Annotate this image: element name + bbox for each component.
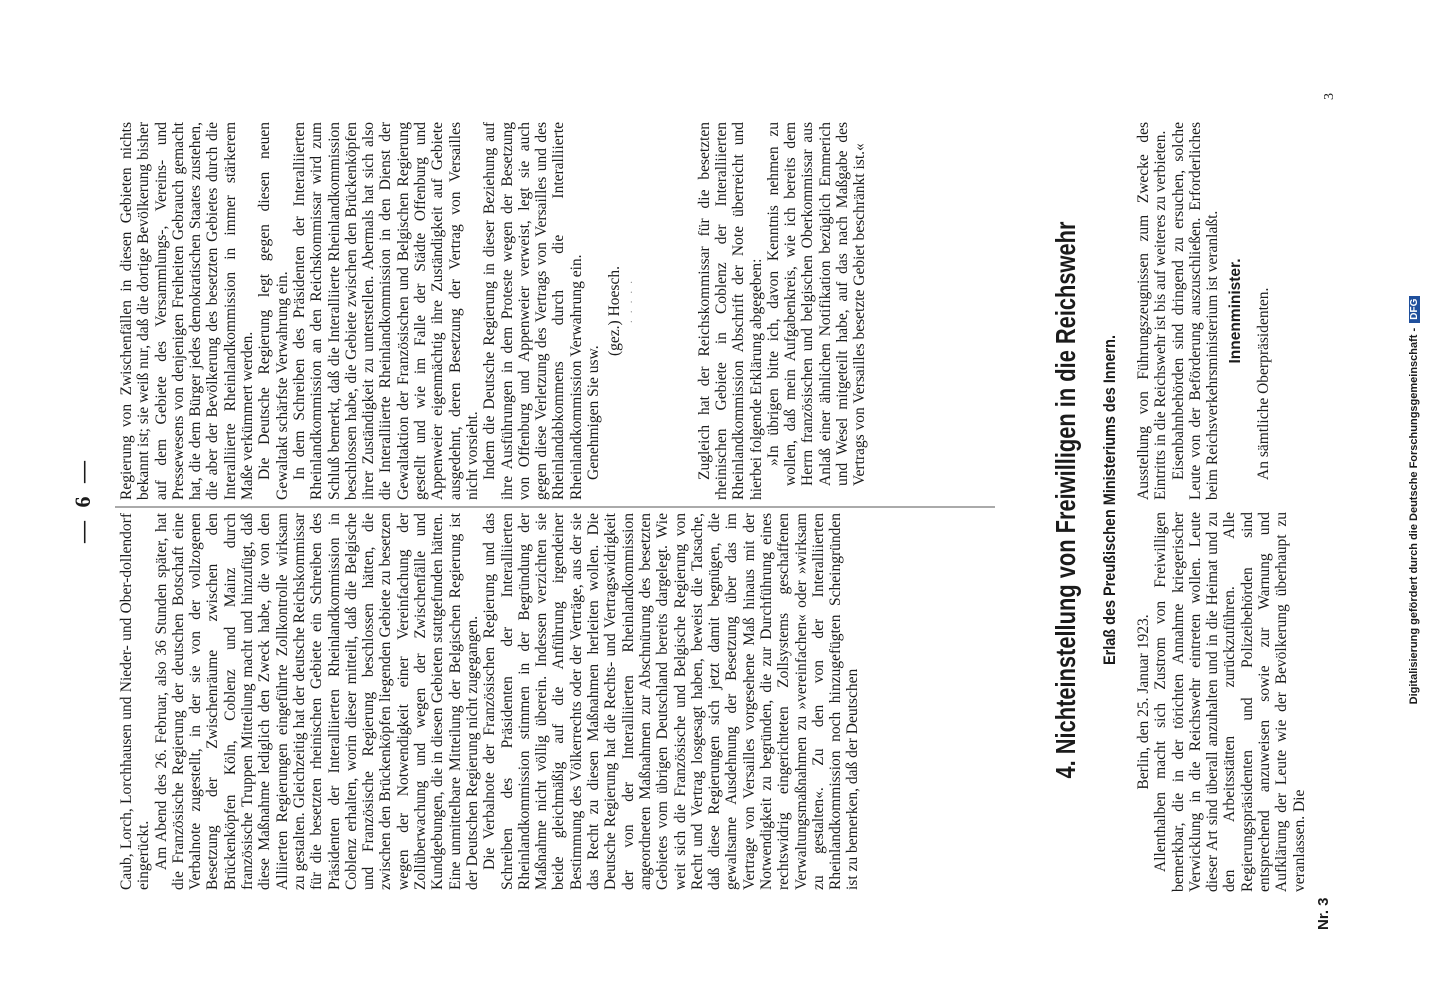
paragraph: Genehmigen Sie usw. <box>585 345 603 480</box>
column-left-bottom <box>1135 512 1308 892</box>
quoted-statement: »In übrigen bitte ich, davon Kenntnis nehmen zu wollen, daß mein Aufgabenkreis, wie ich bereits dem Herrn französischen und belgischen Oberkommissar aus Anlaß einer ähnlichen Notifikation bezüglich Emmerich und Wesel mitgeteilt habe, auf das nach Maßgabe des Vertrags von Versailles besetzte Gebiet beschränkt ist.« <box>764 122 869 486</box>
digitization-credit <box>1408 0 1420 1000</box>
dfg-logo: DFG <box>1409 296 1420 323</box>
addressee: An sämtliche Oberpräsidenten. <box>1254 287 1272 480</box>
paragraph: Die Verbalnote der Französischen Regierung und das Schreiben des Präsidenten der Interalliierten Rheinlandkommission stimmen in der Begründung der Maßnahme nicht völlig überein. Indessen verzichten sie beide gleichmäßig auf die Anführung irgendeiner Bestimmung des Völkerrechts oder der Verträge, aus der sie das Recht zu diesen Maßnahmen herleiten wollen. Die Deutsche Regierung hat die Rechts- und Vertragswidrigkeit der von der Interalliierten Rheinlandkommission angeordneten Maßnahmen zur Abschnürung des besetzten Gebietes vom übrigen Deutschland bereits dargelegt. Wie weit sich die Französische und Belgische Regierung von Recht und Vertrag losgesagt haben, beweist die Tatsache, daß diese Regierungen sich jetzt damit begnügen, die gewaltsame Ausdehnung der Besetzung über das im Vertrage von Versailles vorgesehene Maß hinaus mit der Notwendigkeit zu begründen, die zur Durchführung eines rechtswidrig eingerichteten Zollsystems geschaffenen Verwaltungsmaßnahmen zu »vereinfachen« oder »wirksam zu gestalten«. Zu den von der Interalliierten Rheinlandkommission noch hinzugefügten Scheingründen ist zu bemerken, daß der Deutschen <box>481 513 862 890</box>
column-right-bottom <box>1135 122 1272 500</box>
paragraph: Eisenbahnbehörden sind dringend zu ersuchen, solche Leute von der Beförderung auszuschließen. Erforderliches beim Reichsverkehrsministerium ist veranlaßt. <box>1169 122 1222 500</box>
paragraph: Allenthalben macht sich Zustrom von Freiwilligen bemerkbar, die in der törichten Annahme kriegerischer Verwicklung in die Reichswehr eintreten wollen. Leute dieser Art sind überall anzuhalten und in die Heimat und zu den Arbeitsstätten zurückzuführen. Alle Regierungspräsidenten und Polizeibehörden sind entsprechend anzuweisen sowie zur Warnung und Aufklärung der Leute wie der Bevölkerung überhaupt zu veranlassen. Die <box>1152 512 1308 892</box>
signature: (gez.) Hoesch. <box>606 266 624 356</box>
paragraph: Am Abend des 26. Februar, also 36 Stunden später, hat die Französische Regierung der deutschen Botschaft eine Verbalnote zugestellt, in der sie von der vollzogenen Besetzung der Zwischenräume zwischen den Brückenköpfen Köln, Coblenz und Mainz durch französische Truppen Mitteilung macht und hinzufügt, daß diese Maßnahme lediglich den Zweck habe, die von den Alliierten Regierungen eingeführte Zollkontrolle wirksam zu gestalten. Gleichzeitig hat der deutsche Reichskommissar für die besetzten rheinischen Gebiete ein Schreiben des Präsidenten der Interalliierten Rheinlandkommission in Coblenz erhalten, worin dieser mitteilt, daß die Belgische und Französische Regierung beschlossen hätten, die zwischen den Brückenköpfen liegenden Gebiete zu besetzen wegen der Notwendigkeit einer Vereinfachung der Zollüberwachung und wegen der Zwischenfälle und Kundgebungen, die in diesen Gebieten stattgefunden hätten. Eine unmittelbare Mitteilung der Belgischen Regierung ist der Deutschen Regierung nicht zugegangen. <box>152 513 481 890</box>
page-number: — 6 — <box>70 457 95 543</box>
section-heading: 4. Nichteinstellung von Freiwilligen in die Reichswehr <box>1050 221 1081 779</box>
paragraph: Ausstellung von Führungszeugnissen zum Zwecke des Eintritts in die Reichswehr ist bis auf weiteres zu verbieten. <box>1135 122 1170 500</box>
section-subheading: Erlaß des Preußischen Ministeriums des Innern. <box>1100 334 1119 666</box>
signature-minister: Innenminister. <box>1227 258 1245 364</box>
page-corner-number: 3 <box>1322 93 1337 100</box>
paragraph: In dem Schreiben des Präsidenten der Interalliierten Rheinlandkommission an den Reichskommissar wird zum Schluß bemerkt, daß die Interalliierte Rheinlandkommission beschlossen habe, die Gebiete zwischen den Brückenköpfen ihrer Zuständigkeit zu unterstellen. Abermals hat sich also die Interalliierte Rheinlandkommission in den Dienst der Gewaltaktion der Französischen und Belgischen Regierung gestellt und wie im Falle der Städte Offenburg und Appenweier eigenmächtig ihre Zuständigkeit auf Gebiete ausgedehnt, deren Besetzung der Vertrag von Versailles nicht vorsieht. <box>290 122 481 500</box>
paragraph: Zugleich hat der Reichskommissar für die besetzten rheinischen Gebiete in Coblenz der Interalliierten Rheinlandkommission Abschrift der Note überreicht und hierbei folgende Erklärung abgegeben: <box>695 122 765 500</box>
paragraph: Die Deutsche Regierung legt gegen diesen neuen Gewaltakt schärfste Verwahrung ein. <box>256 122 291 500</box>
paragraph: Indem die Deutsche Regierung in dieser Beziehung auf ihre Ausführungen in dem Proteste wegen der Besetzung von Offenburg und Appenweier verweist, legt sie auch gegen diese Verletzung des Vertrags von Versailles und des Rheinlandabkommens durch die Interalliierte Rheinlandkommission Verwahrung ein. <box>481 122 585 500</box>
column-divider <box>115 506 995 508</box>
paragraph: Regierung von Zwischenfällen in diesen Gebieten nichts bekannt ist; sie weiß nur, daß die dortige Bevölkerung bisher auf dem Gebiete des Versammlungs-, Vereins- und Pressewesens von denjenigen Freiheiten Gebrauch gemacht hat, die dem Bürger jedes demokratischen Staates zustehen, die aber der Bevölkerung des besetzten Gebietes durch die Interalliierte Rheinlandkommission in immer stärkerem Maße verkümmert werden. <box>118 122 257 500</box>
column-right-top <box>118 122 869 500</box>
column-left-top <box>118 513 862 890</box>
separator-dots: · · · · · <box>626 278 638 324</box>
paragraph: Caub, Lorch, Lorchhausen und Nieder- und Ober-dollendorf eingerückt. <box>118 513 153 890</box>
credit-text: Digitalisierung gefördert durch die Deutsche Forschungsgemeinschaft - <box>1408 327 1420 705</box>
issue-number: Nr. 3 <box>1315 897 1332 930</box>
date-line: Berlin, den 25. Januar 1923. <box>1135 614 1152 790</box>
